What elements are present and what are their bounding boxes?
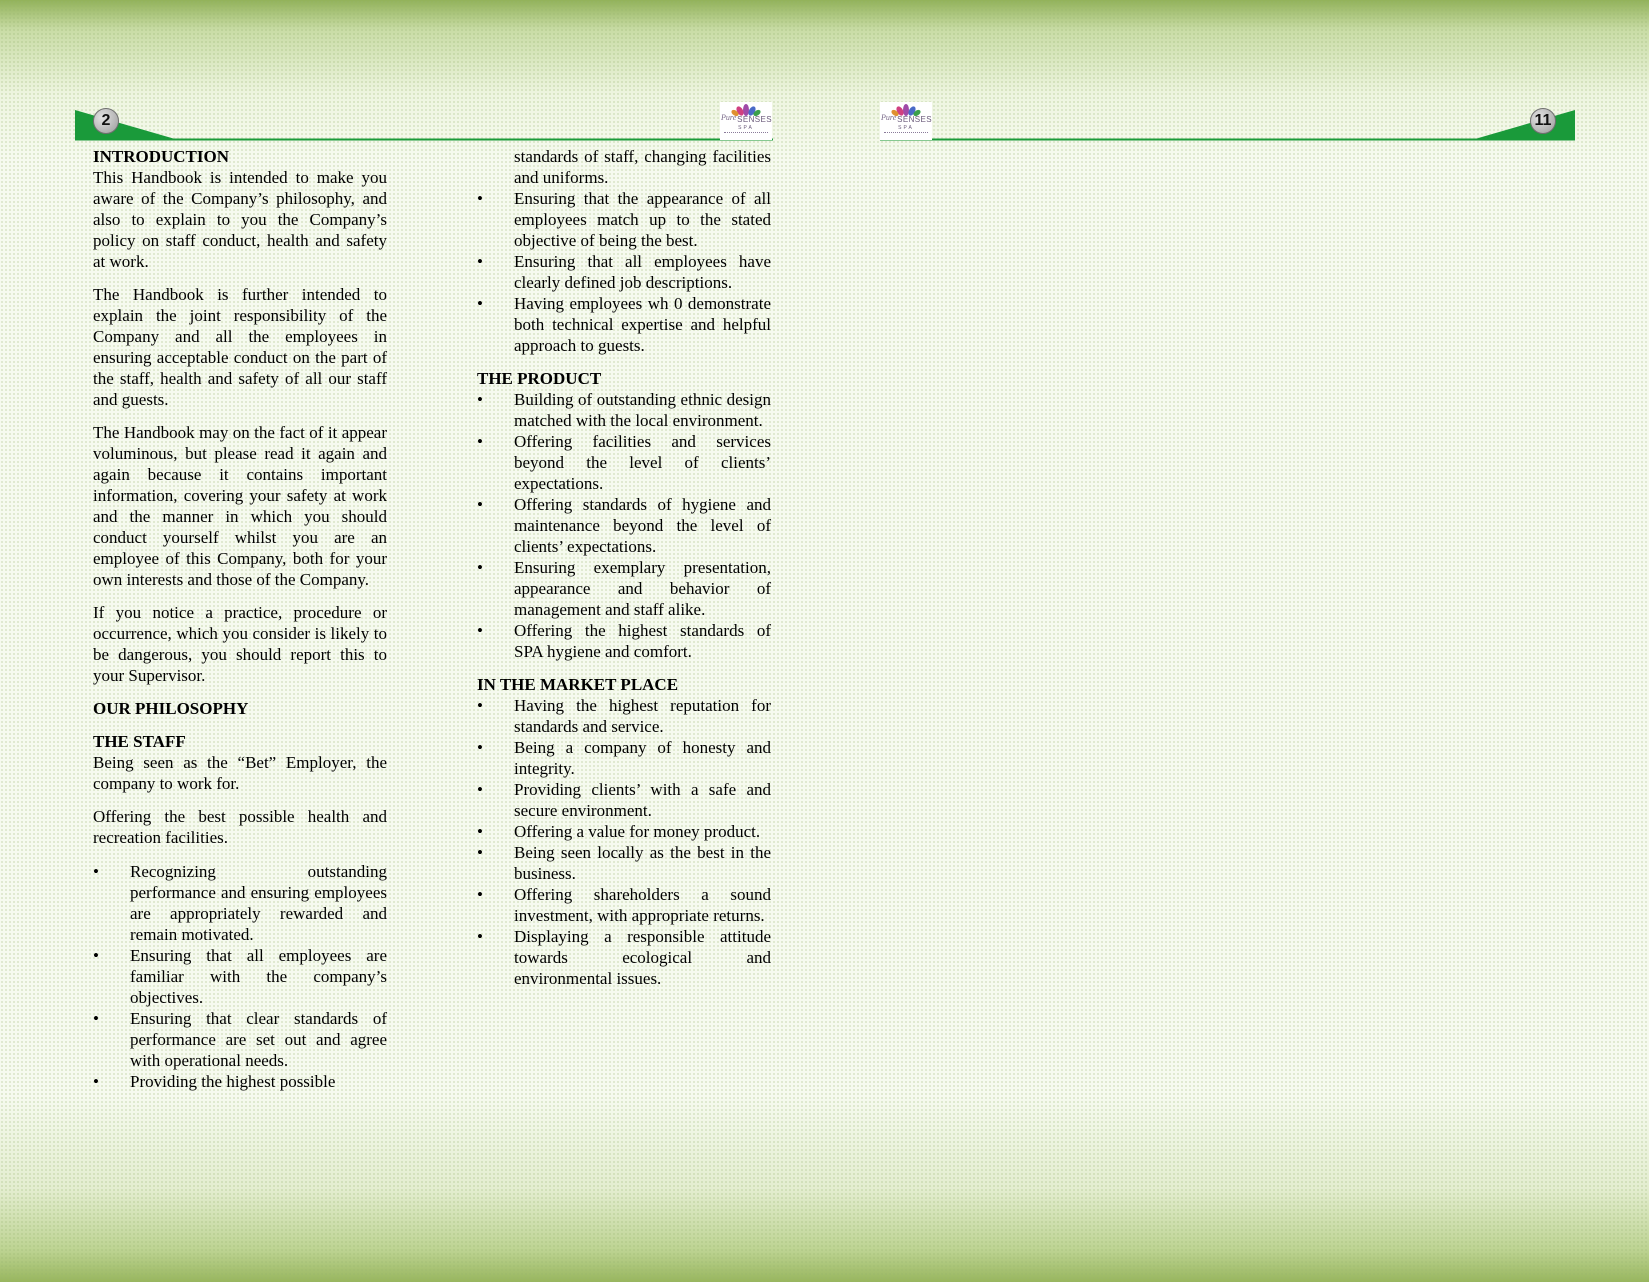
list-item: • Offering a value for money product. [477,821,771,842]
list-item: • Recognizing outstanding performance and ensuring employees are appropriately rewarded and remain motivated. [93,861,387,945]
paragraph-continued: standards of staff, changing facilities and uniforms. [514,147,771,187]
list-item: • Offering shareholders a sound investment, with appropriate returns. [477,884,771,926]
product-bullet-list [477,389,771,662]
list-item: • Having the highest reputation for standards and service. [477,695,771,737]
logo-sub: SPA [898,125,914,131]
right-page-header [880,102,1575,142]
list-item: • Providing clients’ with a safe and secure environment. [477,779,771,821]
section-heading-market: IN THE MARKET PLACE [477,675,679,694]
logo-divider [884,132,928,133]
header-green-band [880,102,1575,142]
paragraph: If you notice a practice, procedure or occurrence, which you consider is likely to be dangerous, you should report this to your Supervisor. [93,603,387,685]
paragraph: This Handbook is intended to make you aware of the Company’s philosophy, and also to explain to you the Company’s policy on staff conduct, health and safety at work. [93,168,387,271]
section-heading-product: THE PRODUCT [477,369,602,388]
page-number: 2 [93,108,119,134]
staff-bullet-list-continued [477,188,771,356]
list-item: • Ensuring that the appearance of all employees match up to the stated objective of being the best. [477,188,771,251]
spa-logo [720,102,772,140]
header-green-band [75,102,773,142]
list-item: • Having employees wh 0 demonstrate both technical expertise and helpful approach to guests. [477,293,771,356]
list-item: • Offering standards of hygiene and maintenance beyond the level of clients’ expectations. [477,494,771,557]
market-bullet-list [477,695,771,989]
logo-script: Pure [881,113,897,122]
paragraph: Offering the best possible health and recreation facilities. [93,807,387,847]
paragraph: The Handbook is further intended to explain the joint responsibility of the Company and all the employees in ensuring acceptable conduct on the part of the staff, health and safety of all our staff and guests. [93,285,387,409]
list-item: • Ensuring that all employees are familiar with the company’s objectives. [93,945,387,1008]
logo-divider [724,132,768,133]
spa-logo [880,102,932,140]
left-page-header [75,102,773,142]
list-item: • Ensuring that clear standards of performance are set out and agree with operational needs. [93,1008,387,1071]
list-item: • Being seen locally as the best in the business. [477,842,771,884]
page-number: 11 [1530,108,1556,134]
section-heading-philosophy: OUR PHILOSOPHY [93,699,249,718]
section-heading-staff: THE STAFF [93,732,186,751]
list-item: • Offering the highest standards of SPA hygiene and comfort. [477,620,771,662]
logo-name: SENSES [897,115,932,124]
section-heading-introduction: INTRODUCTION [93,147,230,166]
logo-sub: SPA [738,125,754,131]
right-column [477,146,771,989]
list-item: • Being a company of honesty and integrity. [477,737,771,779]
left-column [93,146,387,1092]
paragraph: Being seen as the “Bet” Employer, the company to work for. [93,753,387,793]
list-item: • Ensuring exemplary presentation, appearance and behavior of management and staff alike. [477,557,771,620]
list-item: • Providing the highest possible [93,1071,387,1092]
list-item: • Ensuring that all employees have clearly defined job descriptions. [477,251,771,293]
list-item: • Displaying a responsible attitude towards ecological and environmental issues. [477,926,771,989]
logo-script: Pure [721,113,737,122]
list-item: • Building of outstanding ethnic design matched with the local environment. [477,389,771,431]
list-item: • Offering facilities and services beyond the level of clients’ expectations. [477,431,771,494]
staff-bullet-list [93,861,387,1092]
paragraph: The Handbook may on the fact of it appear voluminous, but please read it again and again because it contains important information, covering your safety at work and the manner in which you should conduct yourself whilst you are an employee of this Company, both for your own interests and those of the Company. [93,423,387,589]
logo-name: SENSES [737,115,772,124]
